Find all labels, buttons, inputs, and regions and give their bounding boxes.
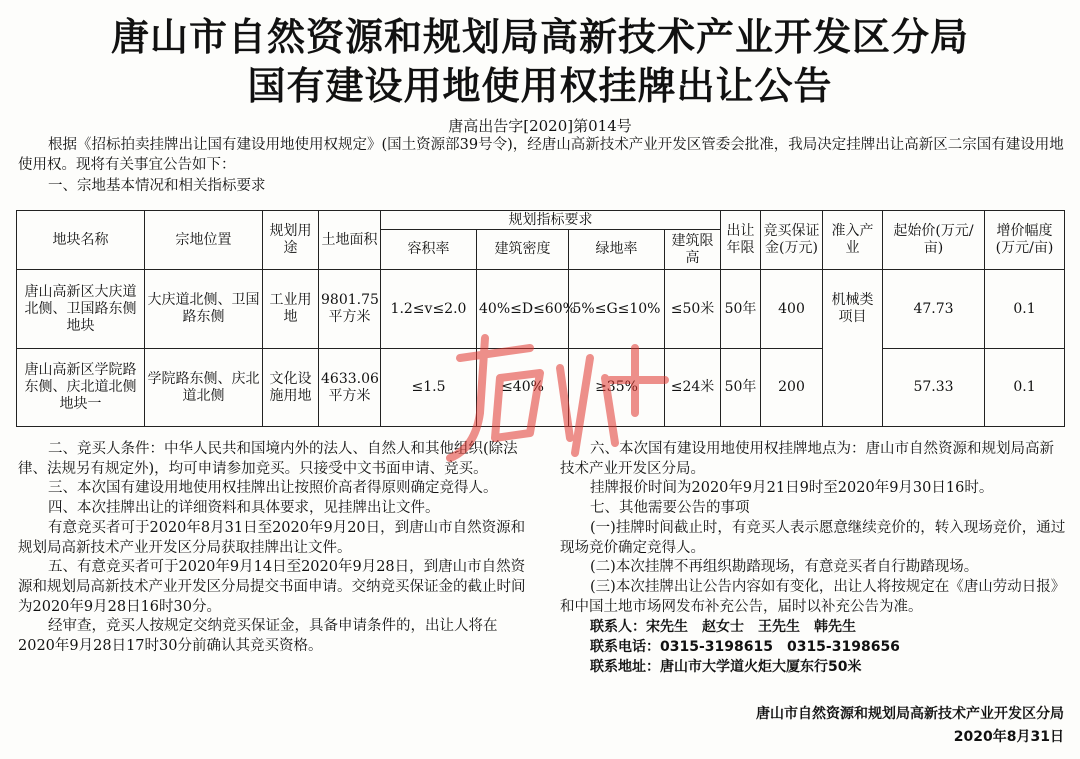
header-area: 土地面积 <box>319 211 381 270</box>
section-4-detail: 有意竞买者可于2020年8月31日至2020年9月20日，到唐山市自然资源和规划局高新技术产业开发区分局获取挂牌出让文件。 <box>18 519 526 556</box>
title-line-1: 唐山市自然资源和规划局高新技术产业开发区分局 <box>110 15 969 59</box>
cell-height: ≤24米 <box>665 349 721 427</box>
header-deposit: 竞买保证金(万元) <box>761 211 823 270</box>
header-density: 建筑密度 <box>477 230 569 270</box>
contact-address: 联系地址：唐山市大学道火炬大厦东行50米 <box>590 659 862 676</box>
table-row <box>17 270 1065 349</box>
header-location: 宗地位置 <box>145 211 263 270</box>
cell-parcel-name: 唐山高新区学院路东侧、庆北道北侧地块一 <box>17 349 145 427</box>
header-start-price: 起始价(万元/亩) <box>883 211 985 270</box>
section-2-paragraph: 二、竞买人条件：中华人民共和国境内外的法人、自然人和其他组织(除法律、法规另有规定外)，均可申请参加竞买。只接受中文书面申请、竞买。 <box>18 441 518 477</box>
cell-green: 5%≤G≤10% <box>569 270 665 349</box>
document-number: 唐高出告字[2020]第014号 <box>448 117 632 135</box>
cell-term: 50年 <box>721 270 761 349</box>
section-6-detail: 挂牌报价时间为2020年9月21日9时至2020年9月30日16时。 <box>590 480 994 497</box>
intro-paragraph: 根据《招标拍卖挂牌出让国有建设用地使用权规定》(国土资源部39号令)，经唐山高新技术产业开发区管委会批准，我局决定挂牌出让高新区二宗国有建设用地使用权。现将有关事宜公告如下： <box>18 137 1064 173</box>
cell-far: ≤1.5 <box>381 349 477 427</box>
header-height: 建筑限高 <box>665 230 721 270</box>
cell-deposit: 400 <box>761 270 823 349</box>
right-column <box>560 440 1068 677</box>
section-7-item-2: (二)本次挂牌不再组织勘踏现场，有意竞买者自行勘踏现场。 <box>590 559 979 576</box>
cell-green: ≥35% <box>569 349 665 427</box>
cell-parcel-name: 唐山高新区大庆道北侧、卫国路东侧地块 <box>17 270 145 349</box>
contact-phone: 联系电话：0315-3198615 0315-3198656 <box>590 639 900 656</box>
cell-area: 9801.75平方米 <box>319 270 381 349</box>
header-indicators: 规划指标要求 <box>381 211 721 230</box>
signature: 唐山市自然资源和规划局高新技术产业开发区分局 <box>756 706 1064 722</box>
section-7-item-3: (三)本次挂牌出让公告内容如有变化，出让人将按规定在《唐山劳动日报》和中国土地市场网发布补充公告，届时以补充公告为准。 <box>560 578 1066 615</box>
section-3-paragraph: 三、本次国有建设用地使用权挂牌出让按照价高者得原则确定竞得人。 <box>48 480 498 497</box>
cell-industry: 机械类项目 <box>823 270 883 427</box>
header-term: 出让年限 <box>721 211 761 270</box>
header-increment: 增价幅度(万元/亩) <box>985 211 1065 270</box>
section-5-paragraph: 五、有意竞买者可于2020年9月14日至2020年9月28日，到唐山市自然资源和规划局高新技术产业开发区分局提交书面申请。交纳竞买保证金的截止时间为2020年9月28日16时30分。 <box>18 559 526 615</box>
cell-far: 1.2≤v≤2.0 <box>381 270 477 349</box>
header-far: 容积率 <box>381 230 477 270</box>
section-7-heading: 七、其他需要公告的事项 <box>590 500 750 517</box>
cell-location: 学院路东侧、庆北道北侧 <box>145 349 263 427</box>
cell-term: 50年 <box>721 349 761 427</box>
header-industry: 准入产业 <box>823 211 883 270</box>
section-1-heading: 一、宗地基本情况和相关指标要求 <box>48 178 266 194</box>
parcel-table <box>16 210 1065 427</box>
cell-start-price: 57.33 <box>883 349 985 427</box>
cell-increment: 0.1 <box>985 270 1065 349</box>
section-4-paragraph: 四、本次挂牌出让的详细资料和具体要求，见挂牌出让文件。 <box>48 500 440 517</box>
left-column <box>18 440 526 657</box>
section-6-paragraph: 六、本次国有建设用地使用权挂牌地点为：唐山市自然资源和规划局高新技术产业开发区分局。 <box>560 441 1054 477</box>
cell-use: 工业用地 <box>263 270 319 349</box>
header-use: 规划用途 <box>263 211 319 270</box>
section-5-detail: 经审查，竞买人按规定交纳竞买保证金，具备申请条件的，出让人将在2020年9月28日17时30分前确认其竞买资格。 <box>18 618 498 655</box>
table-row <box>17 349 1065 427</box>
cell-use: 文化设施用地 <box>263 349 319 427</box>
cell-deposit: 200 <box>761 349 823 427</box>
contact-people: 联系人：宋先生 赵女士 王先生 韩先生 <box>590 619 856 636</box>
title-line-2: 国有建设用地使用权挂牌出让公告 <box>247 64 833 108</box>
cell-height: ≤50米 <box>665 270 721 349</box>
cell-increment: 0.1 <box>985 349 1065 427</box>
issue-date: 2020年8月31日 <box>953 729 1064 745</box>
cell-start-price: 47.73 <box>883 270 985 349</box>
cell-density: ≤40% <box>477 349 569 427</box>
section-7-item-1: (一)挂牌时间截止时，有竞买人表示愿意继续竞价的，转入现场竞价，通过现场竞价确定竞得人。 <box>560 519 1066 556</box>
header-parcel-name: 地块名称 <box>17 211 145 270</box>
header-green: 绿地率 <box>569 230 665 270</box>
cell-area: 4633.06平方米 <box>319 349 381 427</box>
cell-location: 大庆道北侧、卫国路东侧 <box>145 270 263 349</box>
cell-density: 40%≤D≤60% <box>477 270 569 349</box>
